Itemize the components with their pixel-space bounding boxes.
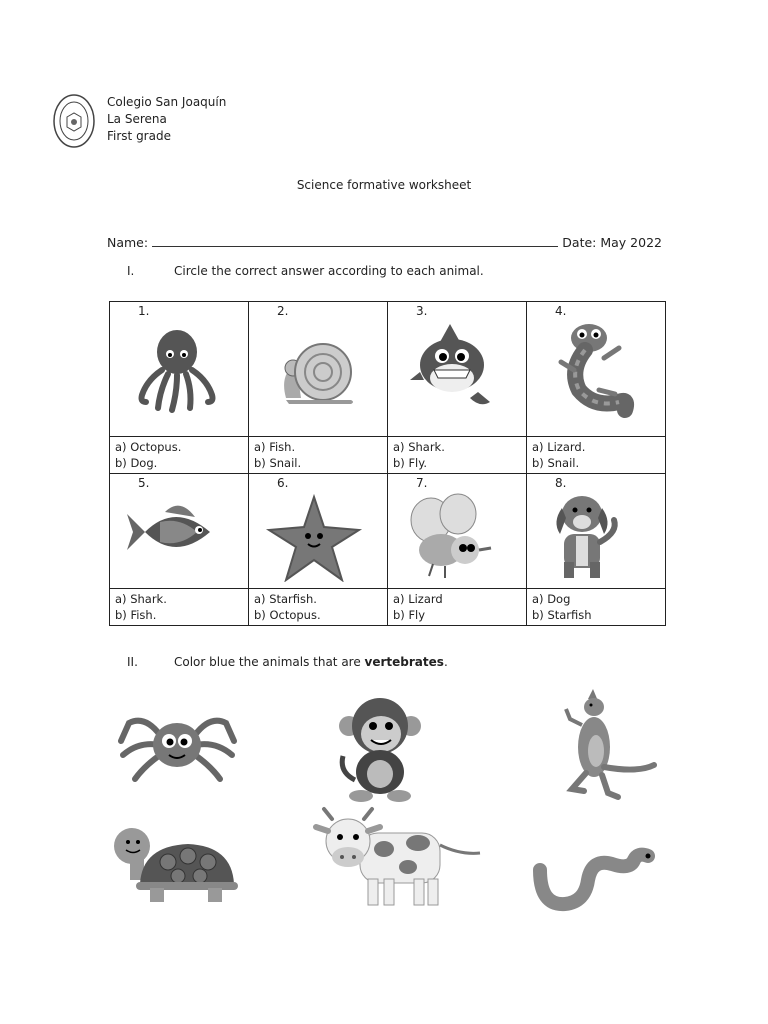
question-number: 5. [138,476,150,490]
quiz-answers-6 [249,589,388,626]
snail-icon [271,320,361,420]
quiz-cell-2 [249,302,388,437]
quiz-answers-2 [249,437,388,474]
quiz-cell-5 [110,474,249,589]
question-number: 3. [416,304,428,318]
starfish-icon [264,492,364,582]
option-a[interactable]: a) Dog [532,592,571,606]
octopus-icon [132,320,222,420]
quiz-cell-7 [388,474,527,589]
section-2-bold-word: vertebrates [364,655,444,669]
question-number: 6. [277,476,289,490]
section-2-number: II. [127,655,138,669]
option-b[interactable]: b) Dog. [115,456,158,470]
turtle-icon[interactable] [108,822,243,910]
option-a[interactable]: a) Fish. [254,440,296,454]
monkey-icon[interactable] [335,692,425,804]
page-title: Science formative worksheet [296,178,472,192]
option-a[interactable]: a) Starfish. [254,592,317,606]
name-label: Name: [107,235,149,250]
option-b[interactable]: b) Starfish [532,608,592,622]
option-b[interactable]: b) Fly. [393,456,428,470]
lizard-icon [549,320,639,420]
fish-icon [125,492,225,582]
option-a[interactable]: a) Shark. [115,592,167,606]
question-number: 4. [555,304,567,318]
option-b[interactable]: b) Snail. [532,456,580,470]
question-number: 8. [555,476,567,490]
option-b[interactable]: b) Snail. [254,456,302,470]
section-1-instruction [127,264,484,278]
cow-icon[interactable] [310,805,485,913]
quiz-answers-5 [110,589,249,626]
date-label: Date: May 2022 [562,235,662,250]
quiz-answers-4 [527,437,666,474]
section-2-text: Color blue the animals that are [174,655,365,669]
name-field-line[interactable] [152,234,558,247]
option-a[interactable]: a) Lizard. [532,440,586,454]
shark-icon [410,320,500,420]
worm-icon[interactable] [530,842,660,917]
quiz-answers-8 [527,589,666,626]
section-1-number: I. [127,264,135,278]
fly-icon [403,492,503,582]
spider-icon[interactable] [115,705,240,785]
quiz-answers-3 [388,437,527,474]
option-a[interactable]: a) Octopus. [115,440,182,454]
animal-quiz-table [109,301,666,626]
section-2-instruction [127,655,448,669]
dog-icon [542,492,642,582]
option-b[interactable]: b) Fish. [115,608,157,622]
option-b[interactable]: b) Fly [393,608,426,622]
quiz-cell-6 [249,474,388,589]
school-seal [52,93,96,152]
quiz-cell-1 [110,302,249,437]
school-grade: First grade [107,129,171,143]
quiz-answers-7 [388,589,527,626]
quiz-cell-8 [527,474,666,589]
name-date-row [107,234,662,250]
option-b[interactable]: b) Octopus. [254,608,321,622]
option-a[interactable]: a) Shark. [393,440,445,454]
section-1-text: Circle the correct answer according to each animal. [174,264,484,278]
question-number: 7. [416,476,428,490]
question-number: 2. [277,304,289,318]
section-2-suffix: . [443,655,448,669]
school-name: Colegio San Joaquín [107,95,227,109]
quiz-cell-4 [527,302,666,437]
question-number: 1. [138,304,150,318]
option-a[interactable]: a) Lizard [393,592,443,606]
kangaroo-icon[interactable] [558,685,658,803]
school-city: La Serena [107,112,167,126]
quiz-answers-1 [110,437,249,474]
quiz-cell-3 [388,302,527,437]
